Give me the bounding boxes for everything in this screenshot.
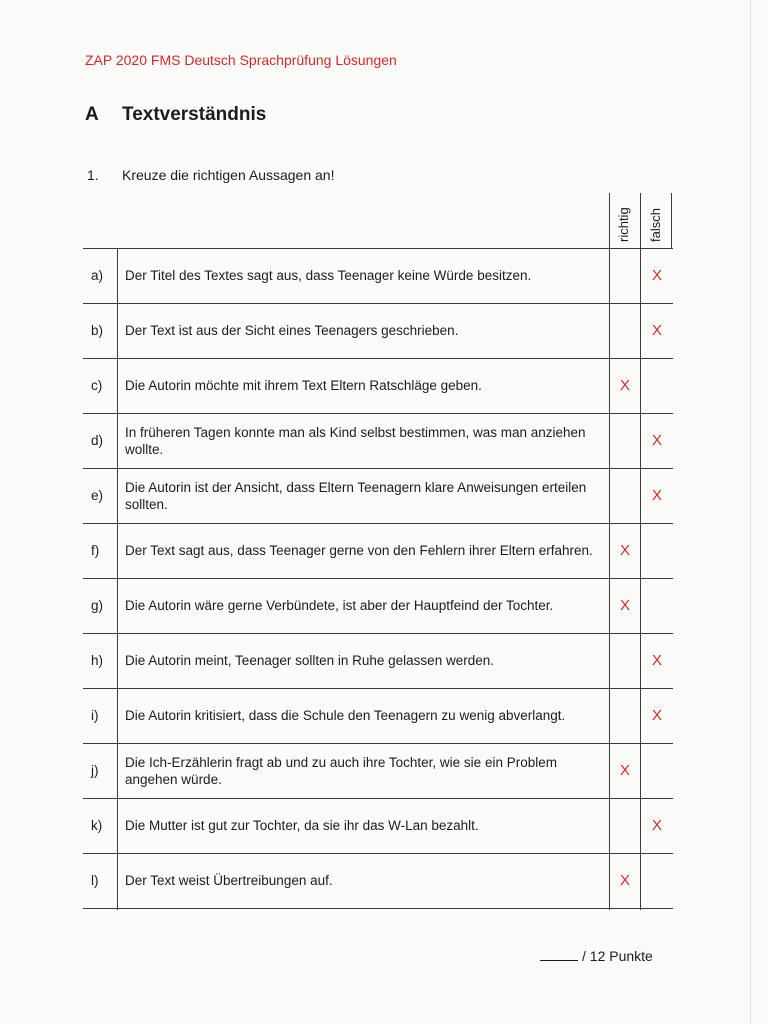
row-statement: Die Mutter ist gut zur Tochter, da sie ihr das W-Lan bezahlt. [125,818,479,833]
row-statement: Der Titel des Textes sagt aus, dass Teenager keine Würde besitzen. [125,268,532,283]
row-label: g) [91,598,104,613]
row-label: e) [91,488,104,503]
checkbox-richtig[interactable] [610,798,640,853]
row-label: j) [91,763,99,778]
section-letter: A [85,104,99,125]
row-statement: Die Autorin wäre gerne Verbündete, ist aber der Hauptfeind der Tochter. [125,598,554,613]
table-row [0,633,768,688]
row-statement: Die Autorin möchte mit ihrem Text Eltern Ratschläge geben. [125,378,482,393]
row-label: k) [91,818,103,833]
row-statement: Der Text sagt aus, dass Teenager gerne von den Fehlern ihrer Eltern erfahren. [125,543,593,558]
row-statement: In früheren Tagen konnte man als Kind selbst bestimmen, was man anziehen wollte. [125,424,586,457]
checkbox-richtig[interactable]: X [619,377,630,394]
table-row [0,578,768,633]
checkbox-richtig[interactable] [610,688,640,743]
row-label: f) [91,543,100,558]
row-label: h) [91,653,104,668]
row-label: a) [91,268,104,283]
task-text: Kreuze die richtigen Aussagen an! [122,167,335,183]
row-statement: Die Ich-Erzählerin fragt ab und zu auch ihre Tochter, wie sie ein Problem angehen würde. [125,754,557,787]
task-number: 1. [87,167,99,183]
table-row [0,248,768,303]
checkbox-falsch[interactable]: X [651,707,662,724]
table-row [0,358,768,413]
table-row [0,468,768,523]
row-statement: Der Text ist aus der Sicht eines Teenagers geschrieben. [125,323,459,338]
table-row [0,303,768,358]
checkbox-richtig[interactable]: X [619,542,630,559]
table-row [0,798,768,853]
row-statement: Die Autorin kritisiert, dass die Schule den Teenagern zu wenig abverlangt. [125,708,566,723]
row-label: d) [91,433,104,448]
checkbox-falsch[interactable] [642,578,672,633]
checkbox-falsch[interactable] [642,743,672,798]
checkbox-richtig[interactable] [610,303,640,358]
score-field [540,947,653,964]
checkbox-falsch[interactable]: X [651,267,662,284]
row-divider [83,908,673,909]
row-label: c) [91,378,103,393]
task-instruction [87,167,334,183]
row-statement: Der Text weist Übertreibungen auf. [125,873,333,888]
row-statement: Die Autorin meint, Teenager sollten in Ruhe gelassen werden. [125,653,494,668]
checkbox-richtig[interactable] [610,633,640,688]
checkbox-falsch[interactable] [642,523,672,578]
checkbox-richtig[interactable]: X [619,597,630,614]
column-header-falsch: falsch [648,208,663,242]
checkbox-falsch[interactable]: X [651,322,662,339]
table-row [0,413,768,468]
checkbox-falsch[interactable]: X [651,817,662,834]
score-blank[interactable] [540,947,578,961]
checkbox-falsch[interactable]: X [651,432,662,449]
table-row [0,523,768,578]
table-row [0,853,768,908]
row-statement: Die Autorin ist der Ansicht, dass Eltern Teenagern klare Anweisungen erteilen sollten. [125,479,587,512]
column-divider-falsch-right [671,193,672,248]
row-label: l) [91,873,99,888]
checkbox-richtig[interactable] [610,413,640,468]
checkbox-richtig[interactable] [610,248,640,303]
checkbox-falsch[interactable] [642,358,672,413]
checkbox-richtig[interactable] [610,468,640,523]
checkbox-richtig[interactable]: X [619,762,630,779]
checkbox-richtig[interactable]: X [619,872,630,889]
column-header-richtig: richtig [616,207,631,242]
score-text: / 12 Punkte [582,948,653,964]
table-row [0,743,768,798]
document-header: ZAP 2020 FMS Deutsch Sprachprüfung Lösungen [85,52,397,68]
section-title [85,104,266,126]
checkbox-falsch[interactable]: X [651,487,662,504]
row-label: b) [91,323,104,338]
checkbox-falsch[interactable] [642,853,672,908]
section-title-text: Textverständnis [122,104,267,125]
row-label: i) [91,708,99,723]
checkbox-falsch[interactable]: X [651,652,662,669]
table-row [0,688,768,743]
